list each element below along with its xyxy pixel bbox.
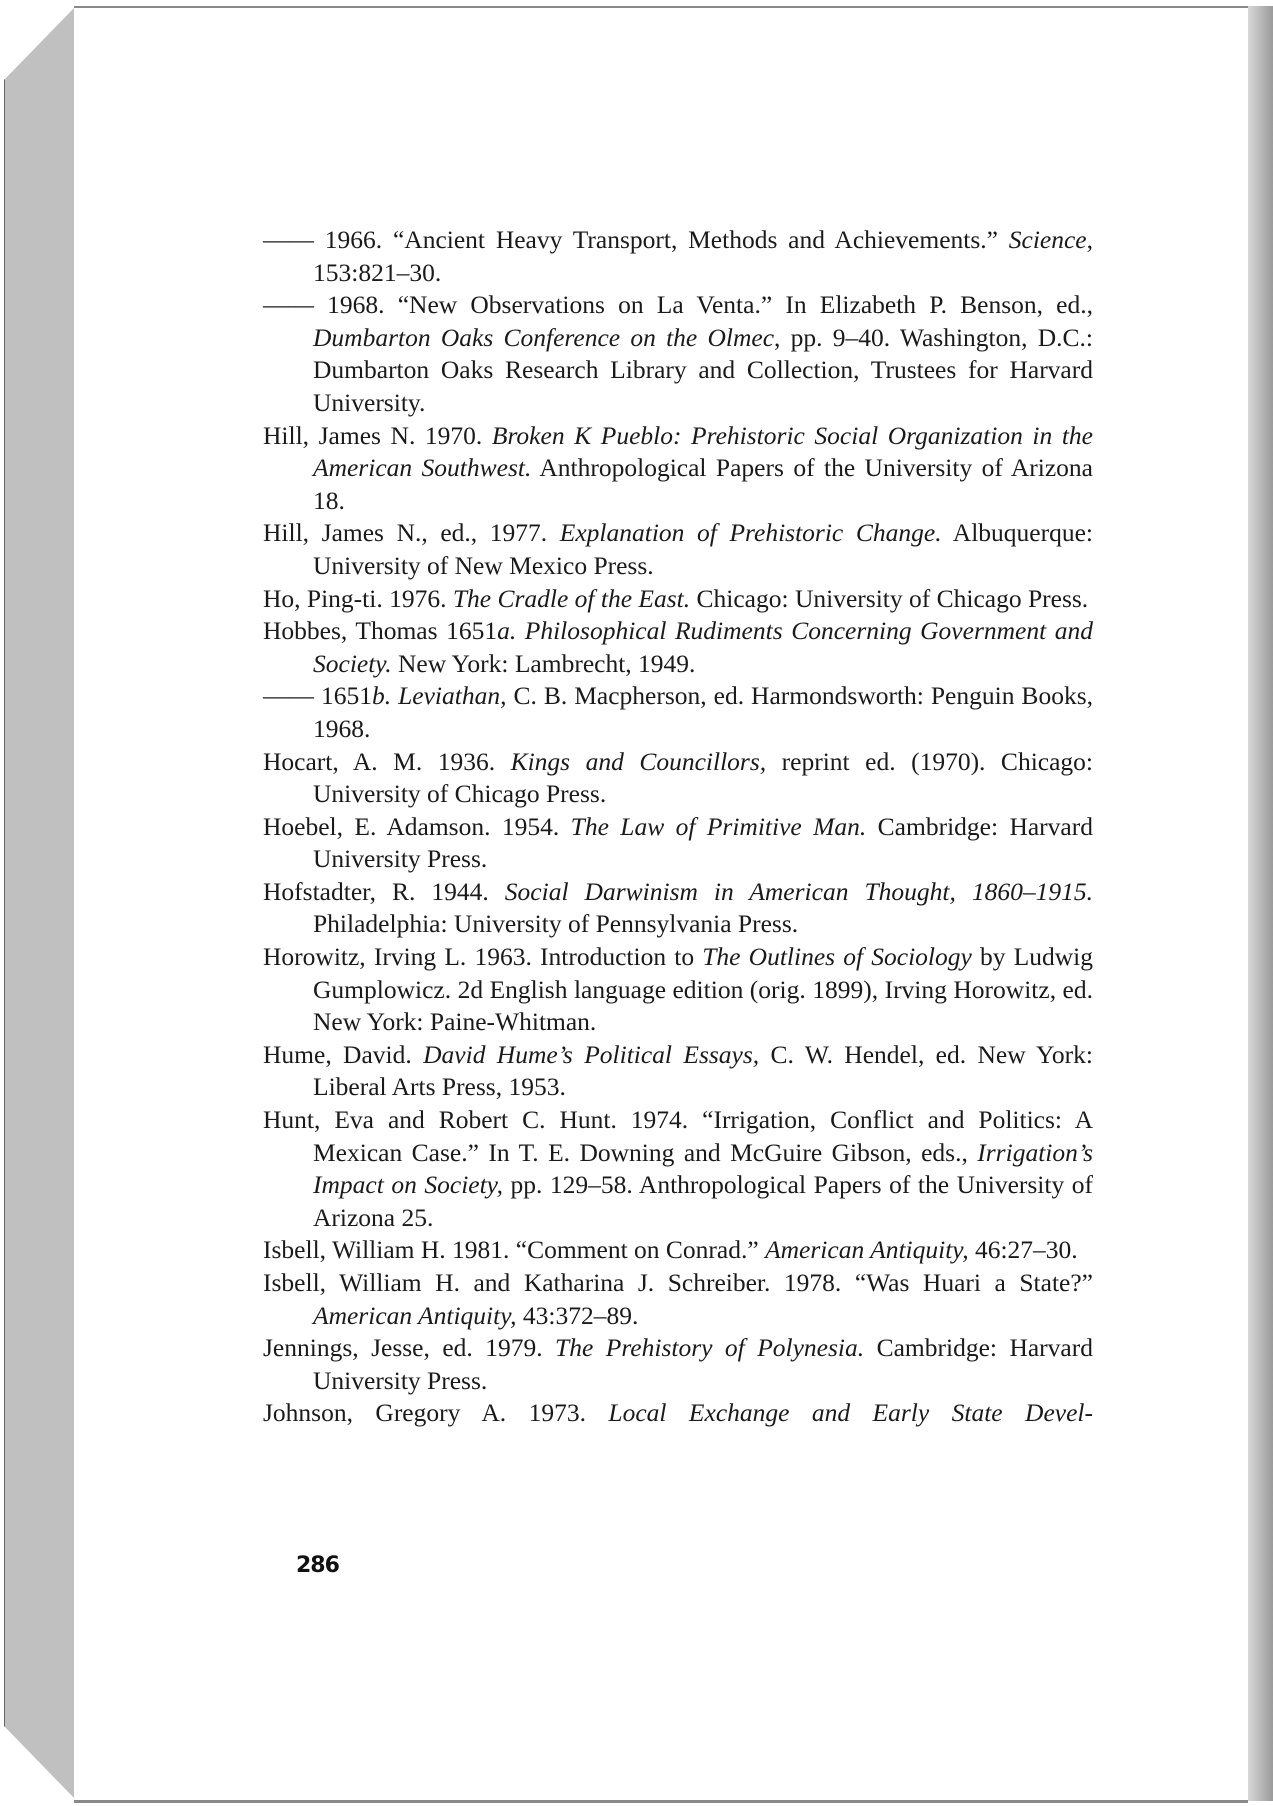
entry-text: Hobbes, Thomas 1651 bbox=[263, 616, 498, 646]
entry-title-italic: Kings and Councillors, bbox=[510, 746, 767, 776]
entry-text: Albuquerque: University of New Mexico Press. bbox=[313, 518, 1093, 580]
entry-text: New York: Lambrecht, 1949. bbox=[391, 648, 696, 678]
entry-text: Hunt, Eva and Robert C. Hunt. 1974. “Irrigation, Conflict and Politics: A Mexican Case.” In T. E. Downing and McGuire Gibson, eds., bbox=[263, 1105, 1093, 1167]
entry-title-italic: The Outlines of Sociology bbox=[702, 942, 972, 972]
bibliography-entry bbox=[263, 811, 1093, 876]
entry-text: Anthropological Papers of the University of Arizona 18. bbox=[313, 453, 1094, 515]
entry-text: Hocart, A. M. 1936. bbox=[263, 746, 511, 776]
entry-title-italic: Science bbox=[1008, 225, 1087, 254]
entry-title-italic: a. Philosophical Rudiments Concerning Government and Society. bbox=[313, 616, 1093, 678]
entry-title-italic: The Law of Primitive Man. bbox=[570, 811, 867, 841]
entry-title-italic: Social Darwinism in American Thought, 1860–1915. bbox=[504, 876, 1093, 906]
bibliography-entry bbox=[263, 289, 1093, 419]
entry-text: Isbell, William H. and Katharina J. Schreiber. 1978. “Was Huari a State?” bbox=[263, 1268, 1093, 1297]
entry-text: Hoebel, E. Adamson. 1954. bbox=[263, 811, 571, 841]
entry-title-italic: b. Leviathan, bbox=[372, 681, 507, 711]
entry-text: reprint ed. (1970). Chicago: University of Chicago Press. bbox=[313, 746, 1093, 809]
entry-text: Johnson, Gregory A. 1973. bbox=[263, 1398, 609, 1428]
bibliography-entry bbox=[263, 1397, 1093, 1430]
entry-text: C. B. Macpherson, ed. Harmondsworth: Penguin Books, 1968. bbox=[313, 681, 1093, 743]
entry-text: —— 1968. “New Observations on La Venta.” In Elizabeth P. Benson, ed., bbox=[263, 290, 1093, 320]
entry-text: —— 1966. “Ancient Heavy Transport, Methods and Achievements.” bbox=[263, 225, 1009, 254]
entry-text: Cambridge: Harvard University Press. bbox=[313, 811, 1093, 874]
entry-text: Jennings, Jesse, ed. 1979. bbox=[263, 1333, 556, 1363]
bibliography-entry bbox=[263, 680, 1093, 745]
bibliography-entry bbox=[263, 583, 1093, 616]
entry-text: Hill, James N., ed., 1977. bbox=[263, 518, 560, 548]
bibliography-entry bbox=[263, 1267, 1093, 1332]
bibliography-entry bbox=[263, 615, 1093, 680]
page-number: 286 bbox=[296, 1553, 339, 1578]
entry-title-italic: American Antiquity, bbox=[313, 1300, 517, 1330]
entry-text: Hill, James N. 1970. bbox=[263, 420, 492, 450]
entry-text: C. W. Hendel, ed. New York: Liberal Arts Press, 1953. bbox=[313, 1039, 1093, 1102]
bibliography-entry bbox=[263, 1039, 1093, 1104]
bibliography-entry bbox=[263, 1104, 1093, 1234]
entry-title-italic: David Hume’s Political Essays, bbox=[423, 1039, 760, 1069]
entry-title-italic: The Prehistory of Polynesia. bbox=[555, 1333, 865, 1363]
entry-text: Ho, Ping-ti. 1976. bbox=[263, 583, 453, 613]
bibliography-entry bbox=[263, 1234, 1093, 1267]
entry-text: by Ludwig Gumplowicz. 2d English language edition (orig. 1899), Irving Horowitz, ed. New York: Paine-Whitman. bbox=[313, 942, 1093, 1037]
entry-text: , 153:821–30. bbox=[313, 225, 1093, 287]
entry-title-italic: Irrigation’s Impact on Society, bbox=[313, 1137, 1093, 1200]
entry-text: Hume, David. bbox=[263, 1039, 424, 1069]
page-edge-shadow bbox=[1248, 6, 1273, 1801]
entry-text: , pp. 9–40. Washington, D.C.: Dumbarton Oaks Research Library and Collection, Trustees for Harvard University. bbox=[313, 322, 1093, 417]
entry-text: Chicago: University of Chicago Press. bbox=[690, 583, 1089, 613]
bibliography-list bbox=[263, 224, 1093, 1430]
entry-text: Cambridge: Harvard University Press. bbox=[313, 1333, 1093, 1395]
entry-text: —— 1651 bbox=[263, 681, 372, 711]
bibliography-entry bbox=[263, 517, 1093, 582]
bibliography-entry bbox=[263, 420, 1093, 518]
bibliography-entry bbox=[263, 941, 1093, 1039]
entry-title-italic: The Cradle of the East. bbox=[452, 583, 691, 613]
bibliography-entry bbox=[263, 876, 1093, 941]
bibliography-entry bbox=[263, 1332, 1093, 1397]
entry-title-italic: Local Exchange and Early State Devel- bbox=[608, 1398, 1093, 1428]
entry-text: Horowitz, Irving L. 1963. Introduction to bbox=[263, 942, 703, 972]
entry-text: pp. 129–58. Anthropological Papers of the University of Arizona 25. bbox=[313, 1170, 1094, 1232]
bibliography-entry bbox=[263, 746, 1093, 811]
bibliography-entry bbox=[263, 224, 1093, 289]
entry-title-italic: Dumbarton Oaks Conference on the Olmec bbox=[313, 322, 775, 352]
entry-title-italic: American Antiquity, bbox=[765, 1235, 969, 1265]
book-spine bbox=[4, 8, 75, 1798]
entry-text: Hofstadter, R. 1944. bbox=[263, 876, 505, 906]
entry-title-italic: Broken K Pueblo: Prehistoric Social Organization in the American Southwest. bbox=[313, 420, 1093, 483]
entry-text: Philadelphia: University of Pennsylvania Press. bbox=[313, 909, 799, 939]
entry-text: 46:27–30. bbox=[968, 1235, 1078, 1265]
entry-text: Isbell, William H. 1981. “Comment on Conrad.” bbox=[263, 1235, 766, 1265]
entry-text: 43:372–89. bbox=[516, 1300, 639, 1330]
entry-title-italic: Explanation of Prehistoric Change. bbox=[559, 518, 942, 548]
